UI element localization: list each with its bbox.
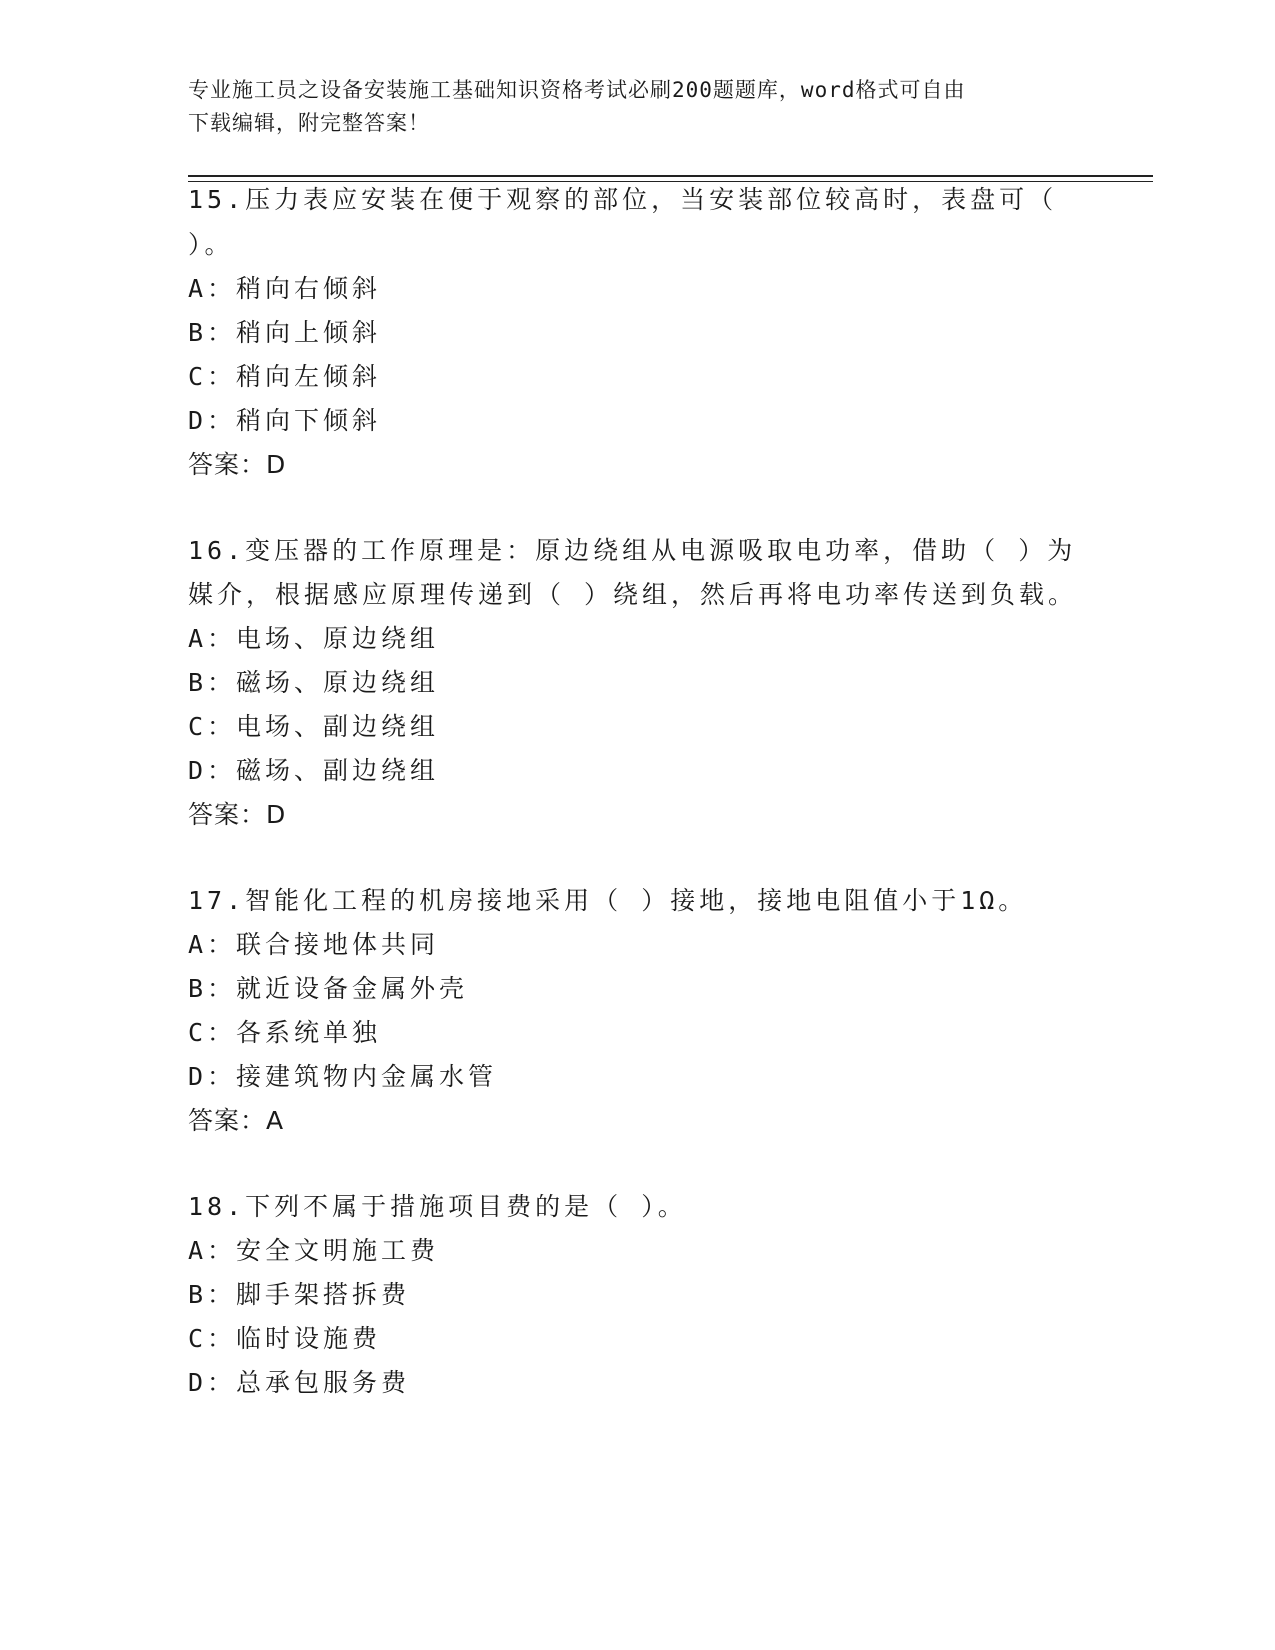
header-title-line-2: 下载编辑，附完整答案！ (188, 111, 430, 135)
question-18-stem-line-1: 18.下列不属于措施项目费的是（ ）。 (188, 1192, 687, 1221)
question-18-option-a: A：安全文明施工费 (188, 1236, 440, 1265)
question-16-answer: 答案：D (188, 800, 287, 829)
question-16-option-c: C：电场、副边绕组 (188, 712, 440, 741)
question-18-option-b: B：脚手架搭拆费 (188, 1280, 411, 1309)
header-divider-thick (188, 175, 1153, 177)
question-15-option-d: D：稍向下倾斜 (188, 406, 382, 435)
document-header (188, 74, 1088, 140)
question-15-stem-line-2: ）。 (188, 230, 234, 259)
question-16-option-a: A：电场、原边绕组 (188, 624, 440, 653)
question-17-option-a: A：联合接地体共同 (188, 930, 440, 959)
question-15-stem-line-1: 15.压力表应安装在便于观察的部位，当安装部位较高时，表盘可（ (188, 185, 1058, 214)
question-15-option-c: C：稍向左倾斜 (188, 362, 382, 391)
question-15-option-b: B：稍向上倾斜 (188, 318, 382, 347)
question-17-option-d: D：接建筑物内金属水管 (188, 1062, 498, 1091)
question-17-option-b: B：就近设备金属外壳 (188, 974, 469, 1003)
question-16-option-b: B：磁场、原边绕组 (188, 668, 440, 697)
question-18-option-c: C：临时设施费 (188, 1324, 382, 1353)
question-17-stem-line-1: 17.智能化工程的机房接地采用（ ）接地，接地电阻值小于1Ω。 (188, 886, 1028, 915)
question-17-option-c: C：各系统单独 (188, 1018, 382, 1047)
question-15-answer: 答案：D (188, 450, 287, 479)
header-title-line-1: 专业施工员之设备安装施工基础知识资格考试必刷200题题库，word格式可自由 (188, 78, 966, 102)
question-16-stem-line-1: 16.变压器的工作原理是：原边绕组从电源吸取电功率，借助（ ）为 (188, 536, 1077, 565)
question-16-option-d: D：磁场、副边绕组 (188, 756, 440, 785)
question-15-option-a: A：稍向右倾斜 (188, 274, 382, 303)
question-17-answer: 答案：A (188, 1106, 285, 1135)
question-18-option-d: D：总承包服务费 (188, 1368, 411, 1397)
question-16-stem-line-2: 媒介，根据感应原理传递到（ ）绕组，然后再将电功率传送到负载。 (188, 580, 1078, 609)
header-divider-thin (188, 181, 1153, 182)
